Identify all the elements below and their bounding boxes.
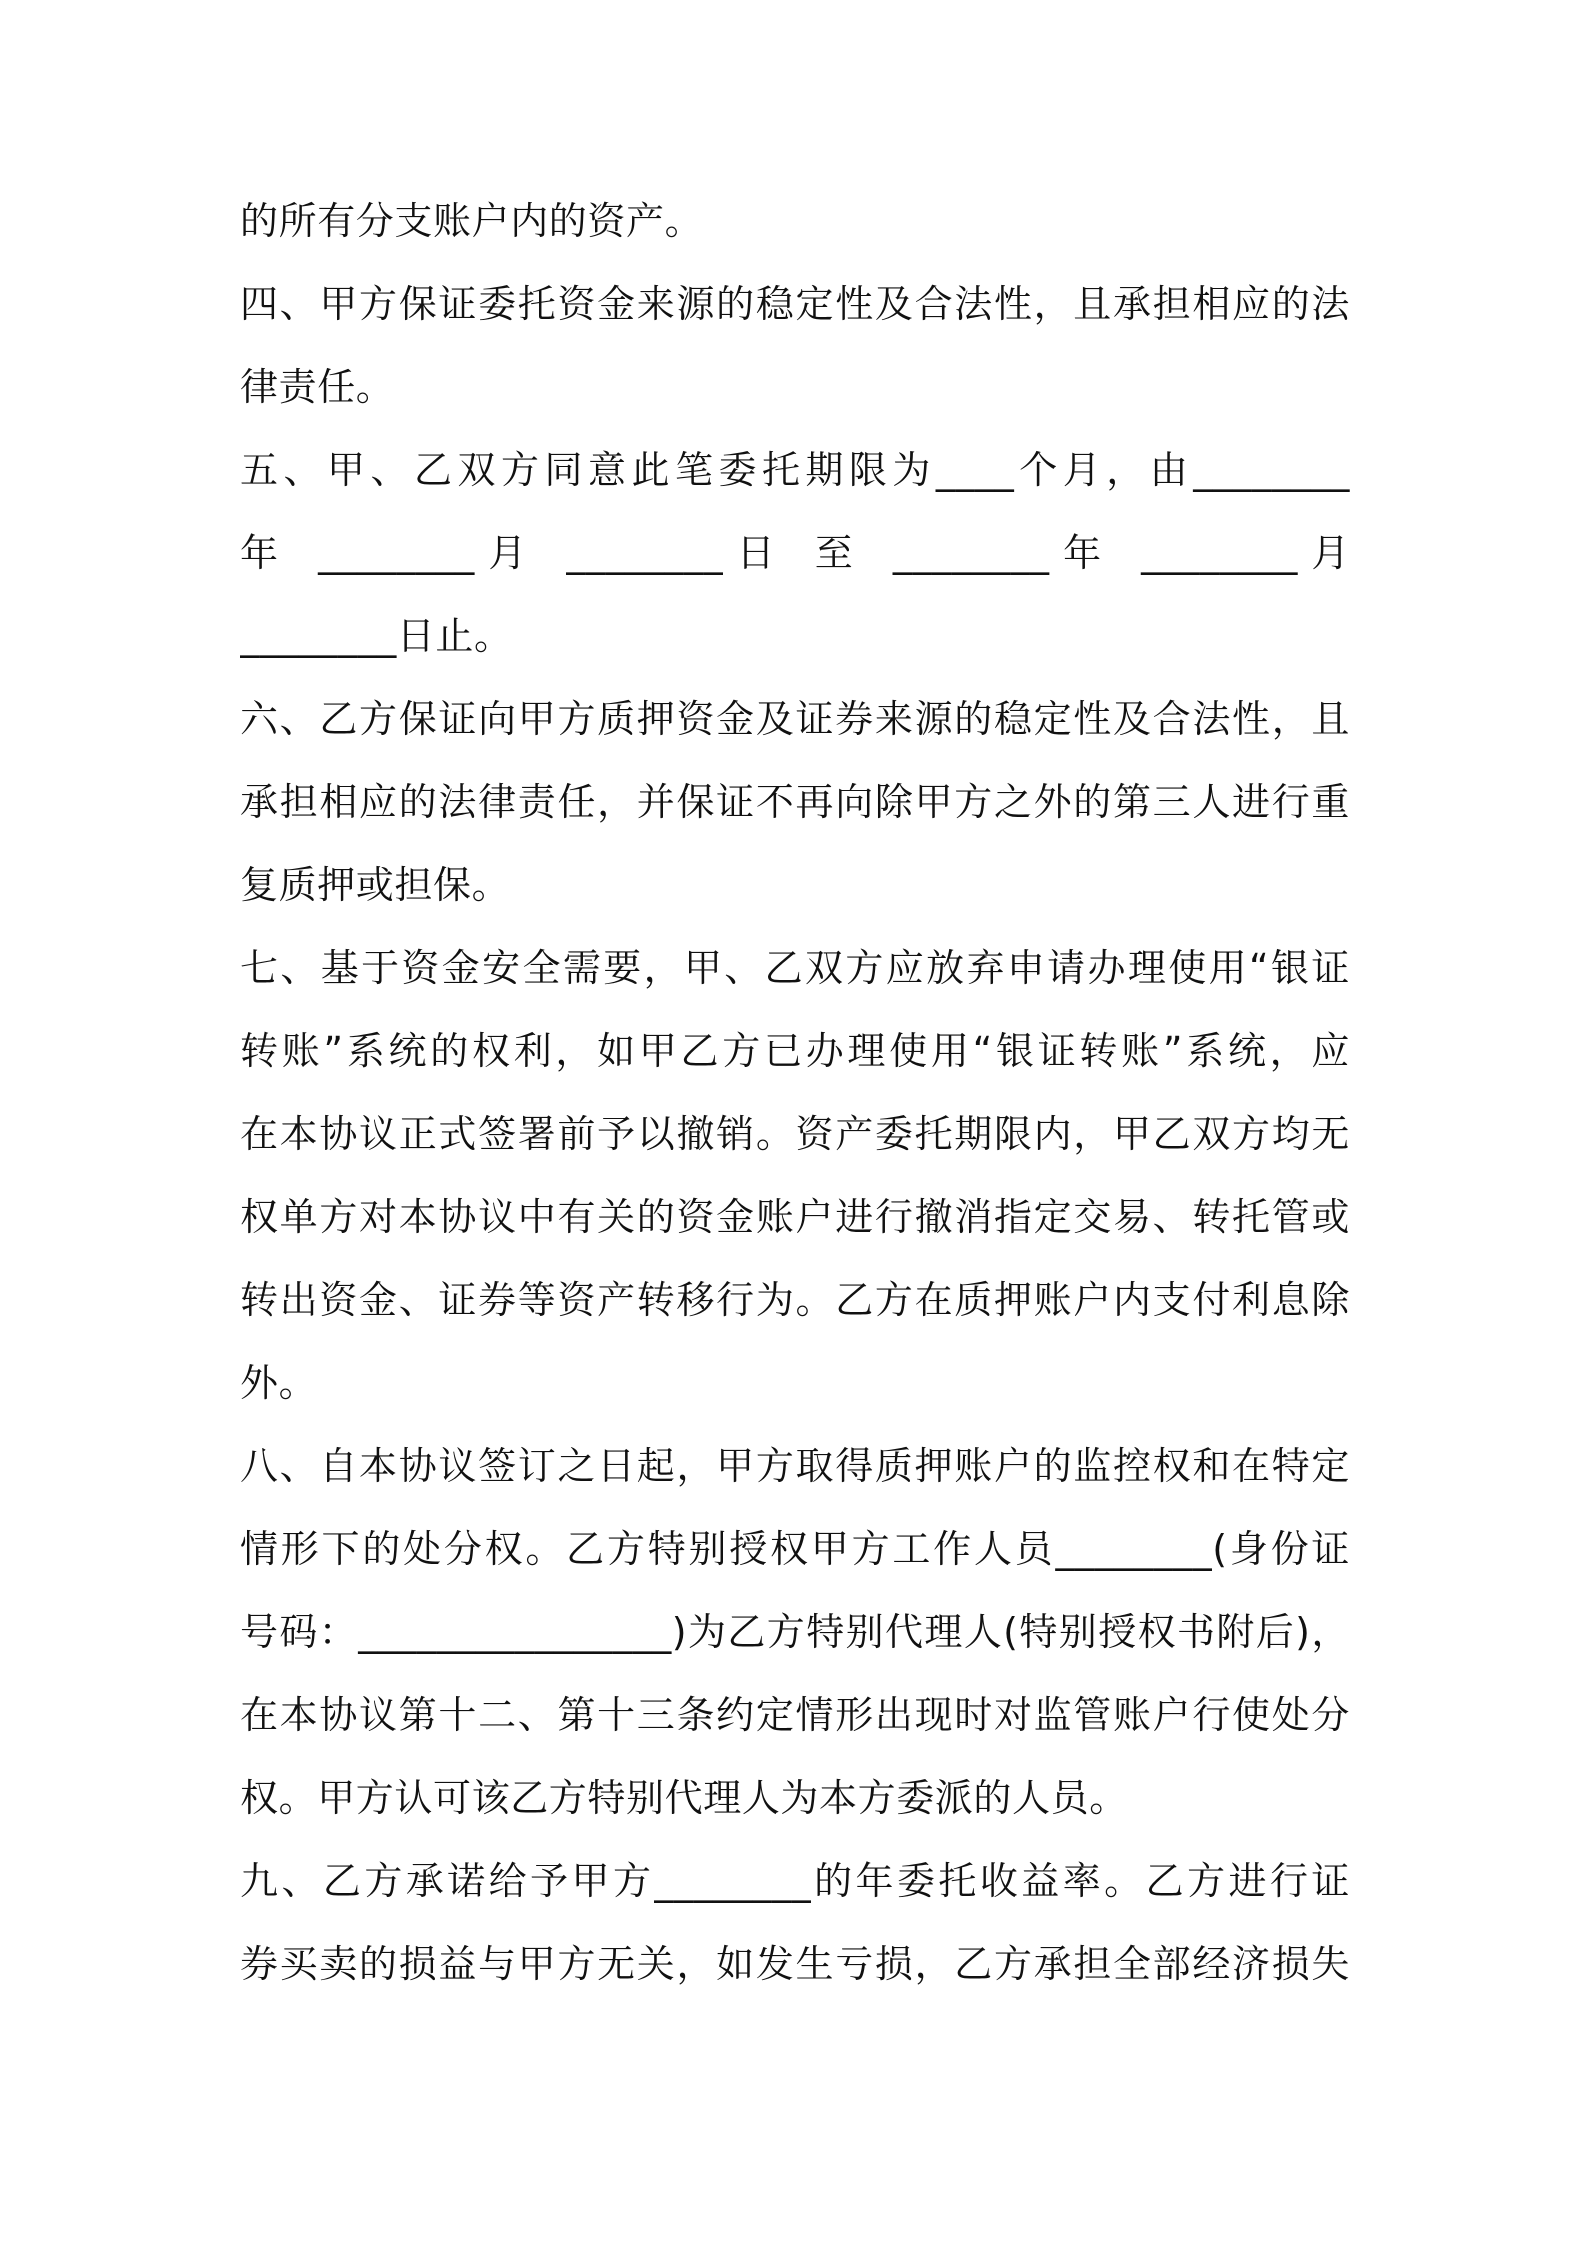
text-line: 转账”系统的权利，如甲乙方已办理使用“银证转账”系统，应: [240, 1029, 1350, 1073]
text-line: 五、甲、乙双方同意此笔委托期限为____个月，由________: [240, 448, 1350, 492]
text-line: 权。甲方认可该乙方特别代理人为本方委派的人员。: [240, 1776, 1128, 1820]
text-line: 律责任。: [240, 365, 395, 409]
text-line: 的所有分支账户内的资产。: [240, 199, 704, 243]
text-line: 在本协议正式签署前予以撤销。资产委托期限内，甲乙双方均无: [240, 1112, 1350, 1156]
text-line: 七、基于资金安全需要，甲、乙双方应放弃申请办理使用“银证: [240, 946, 1350, 990]
text-line: 六、乙方保证向甲方质押资金及证券来源的稳定性及合法性，且: [240, 697, 1350, 741]
agreement-text: [240, 180, 1350, 2006]
text-line: 承担相应的法律责任，并保证不再向除甲方之外的第三人进行重: [240, 780, 1350, 824]
text-line: 八、自本协议签订之日起，甲方取得质押账户的监控权和在特定: [240, 1444, 1350, 1488]
text-line: 复质押或担保。: [240, 863, 511, 907]
text-line: 权单方对本协议中有关的资金账户进行撤消指定交易、转托管或: [240, 1195, 1350, 1239]
text-line: 外。: [240, 1361, 318, 1405]
text-line: ________日止。: [240, 614, 513, 658]
text-line: 在本协议第十二、第十三条约定情形出现时对监管账户行使处分: [240, 1693, 1350, 1737]
text-line: 年 ________月 ________日 至 ________年 ________月: [240, 531, 1350, 575]
text-line: 号码：________________)为乙方特别代理人(特别授权书附后)，: [240, 1610, 1350, 1654]
text-line: 九、乙方承诺给予甲方________的年委托收益率。乙方进行证: [240, 1859, 1350, 1903]
text-line: 券买卖的损益与甲方无关，如发生亏损，乙方承担全部经济损失: [240, 1942, 1350, 1986]
text-line: 转出资金、证券等资产转移行为。乙方在质押账户内支付利息除: [240, 1278, 1350, 1322]
text-line: 情形下的处分权。乙方特别授权甲方工作人员________(身份证: [240, 1527, 1350, 1571]
text-line: 四、甲方保证委托资金来源的稳定性及合法性，且承担相应的法: [240, 282, 1350, 326]
